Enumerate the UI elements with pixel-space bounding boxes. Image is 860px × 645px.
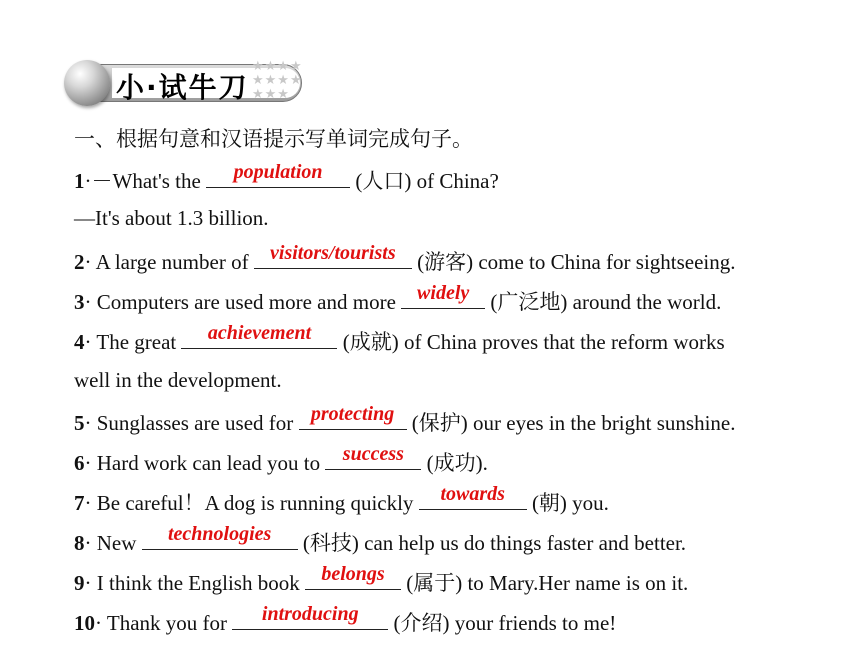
question-text: (朝) you. <box>526 491 609 515</box>
question-text: (成功). <box>421 451 488 475</box>
answer-blank[interactable] <box>181 322 337 349</box>
question-text: ·－What's the <box>84 169 207 193</box>
answer-text: technologies <box>167 523 272 545</box>
question-text: · I think the English book <box>84 571 305 595</box>
question-4 <box>74 322 725 355</box>
question-text: (成就) of China proves that the reform works <box>337 330 725 354</box>
answer-text: protecting <box>310 403 395 425</box>
question-number: 2 <box>74 250 85 274</box>
question-1-reply: —It's about 1.3 billion. <box>74 206 269 230</box>
answer-text: visitors/tourists <box>270 242 396 264</box>
answer-text: widely <box>417 282 470 304</box>
answer-text: achievement <box>207 322 312 344</box>
question-text: (人口) of China? <box>350 169 499 193</box>
exercise-heading: 一、根据句意和汉语提示写单词完成句子。 <box>74 127 473 151</box>
silver-ball-icon <box>64 60 110 106</box>
answer-blank[interactable] <box>232 603 388 630</box>
question-text: (介绍) your friends to me! <box>388 611 617 635</box>
question-1 <box>74 161 499 194</box>
question-number: 8 <box>74 531 85 555</box>
question-text: · The great <box>84 330 182 354</box>
answer-blank[interactable] <box>142 523 298 550</box>
answer-blank[interactable] <box>305 563 401 590</box>
question-5 <box>74 403 736 436</box>
question-text: (广泛地) around the world. <box>485 290 722 314</box>
question-9 <box>74 563 689 596</box>
answer-blank[interactable] <box>325 443 421 470</box>
question-text: · A large number of <box>84 250 254 274</box>
answer-blank[interactable] <box>401 282 485 309</box>
question-7 <box>74 483 609 516</box>
question-number: 7 <box>74 491 85 515</box>
section-banner <box>64 58 334 114</box>
question-number: 9 <box>74 571 85 595</box>
answer-text: introducing <box>261 603 359 625</box>
question-number: 4 <box>74 330 85 354</box>
banner-title: 小·试牛刀 <box>116 71 249 104</box>
question-8 <box>74 523 687 556</box>
question-text: (保护) our eyes in the bright sunshine. <box>406 411 736 435</box>
stars-decoration-icon: ★★★★ ★★★★ ★★★ <box>252 59 303 102</box>
answer-blank[interactable] <box>254 242 412 269</box>
question-number: 10 <box>74 611 95 635</box>
question-text: · Computers are used more and more <box>84 290 402 314</box>
question-number: 5 <box>74 411 85 435</box>
question-text: (科技) can help us do things faster and better. <box>297 531 687 555</box>
answer-text: success <box>342 443 404 465</box>
question-4-continued: well in the development. <box>74 368 282 392</box>
question-text: · Thank you for <box>95 611 233 635</box>
answer-text: population <box>233 161 323 183</box>
question-number: 1 <box>74 169 85 193</box>
answer-blank[interactable] <box>299 403 407 430</box>
question-6 <box>74 443 488 476</box>
answer-text: belongs <box>321 563 385 585</box>
answer-blank[interactable] <box>419 483 527 510</box>
question-text: · New <box>84 531 142 555</box>
question-text: · Be careful！A dog is running quickly <box>84 491 419 515</box>
question-text: (游客) come to China for sightseeing. <box>411 250 736 274</box>
question-2 <box>74 242 736 275</box>
question-text: · Hard work can lead you to <box>84 451 326 475</box>
question-3 <box>74 282 722 315</box>
question-text: · Sunglasses are used for <box>84 411 299 435</box>
answer-text: towards <box>440 483 505 505</box>
question-10 <box>74 603 617 636</box>
question-number: 6 <box>74 451 85 475</box>
answer-blank[interactable] <box>206 161 350 188</box>
question-number: 3 <box>74 290 85 314</box>
question-text: (属于) to Mary.Her name is on it. <box>400 571 689 595</box>
